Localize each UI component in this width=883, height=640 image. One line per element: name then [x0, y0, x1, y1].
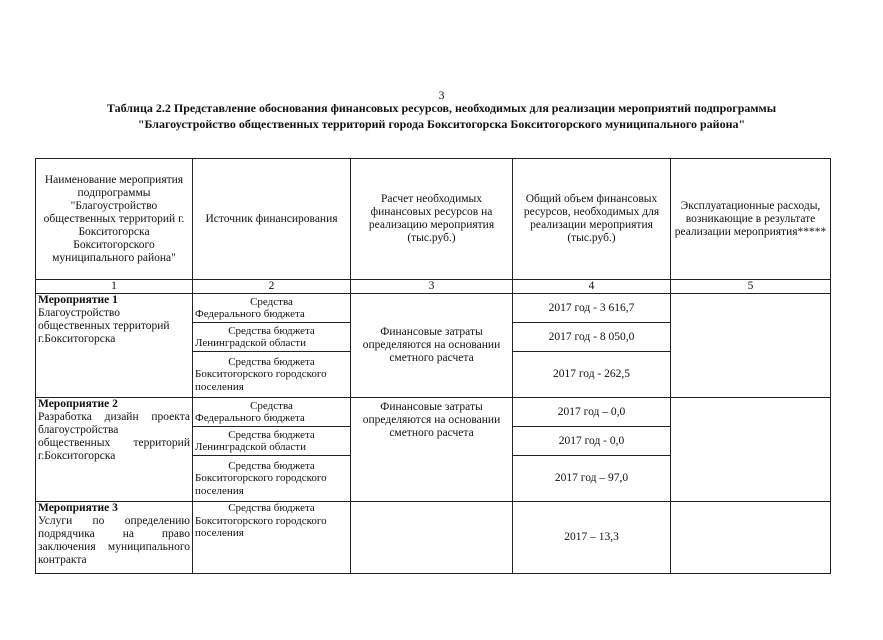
- table-row: [36, 294, 831, 323]
- activity3-cell: [36, 502, 193, 574]
- activity3-name: Услуги по определению подрядчика на право заключения муниципального контракта: [38, 515, 190, 566]
- source-label: Средства бюджета: [228, 459, 315, 472]
- source-label: Средства бюджета: [228, 324, 315, 337]
- header-activity-name: Наименование мероприятия подпрограммы "Благоустройство общественных территорий г. Бокситогорска Бокситогорского муниципального района": [36, 159, 193, 280]
- source-value: Ленинградской области: [195, 441, 306, 453]
- source-label: Средства бюджета: [228, 502, 315, 514]
- source-value: Ленинградской области: [195, 337, 306, 349]
- activity2-source-region: [193, 427, 351, 456]
- source-value: Бокситогорского городского поселения: [195, 472, 327, 497]
- activity3-volume-local: 2017 – 13,3: [513, 502, 671, 574]
- col-number-5: 5: [671, 280, 831, 294]
- activity3-operating: [671, 502, 831, 574]
- activity2-volume-local: 2017 год – 97,0: [513, 456, 671, 502]
- col-number-4: 4: [513, 280, 671, 294]
- header-calculation: Расчет необходимых финансовых ресурсов на реализацию мероприятия (тыс.руб.): [351, 159, 513, 280]
- source-value: Федерального бюджета: [195, 412, 305, 424]
- activity2-volume-region: 2017 год - 0,0: [513, 427, 671, 456]
- activity2-operating: [671, 398, 831, 502]
- activity2-source-local: [193, 456, 351, 502]
- header-funding-source: Источник финансирования: [193, 159, 351, 280]
- col-number-3: 3: [351, 280, 513, 294]
- source-label: Средства бюджета: [228, 355, 315, 368]
- header-total-volume: Общий объем финансовых ресурсов, необходимых для реализации мероприятия (тыс.руб.): [513, 159, 671, 280]
- table-title: [60, 100, 823, 132]
- source-label: Средства: [250, 399, 293, 412]
- source-value: Бокситогорского городского поселения: [195, 368, 327, 393]
- activity3-calc: [351, 502, 513, 574]
- page-number: 3: [438, 88, 445, 102]
- financial-resources-table: [35, 158, 831, 574]
- activity2-volume-federal: 2017 год – 0,0: [513, 398, 671, 427]
- activity1-source-local: [193, 352, 351, 398]
- activity1-volume-region: 2017 год - 8 050,0: [513, 323, 671, 352]
- activity1-operating: [671, 294, 831, 398]
- source-value: Федерального бюджета: [195, 308, 305, 320]
- activity1-volume-local: 2017 год - 262,5: [513, 352, 671, 398]
- header-row: [36, 159, 831, 280]
- activity2-calc: Финансовые затраты определяются на основании сметного расчета: [351, 398, 513, 502]
- activity2-title: Мероприятие 2: [38, 398, 118, 410]
- table-row: [36, 502, 831, 574]
- activity1-title: Мероприятие 1: [38, 294, 118, 306]
- activity1-calc: Финансовые затраты определяются на основании сметного расчета: [351, 294, 513, 398]
- col-number-1: 1: [36, 280, 193, 294]
- activity1-source-region: [193, 323, 351, 352]
- table-title-line1: Таблица 2.2 Представление обоснования финансовых ресурсов, необходимых для реализации мероприятий подпрограммы: [106, 101, 777, 115]
- source-label: Средства бюджета: [228, 428, 315, 441]
- table-title-line2: "Благоустройство общественных территорий города Бокситогорска Бокситогорского муниципального района": [137, 117, 746, 131]
- activity2-name: Разработка дизайн проекта благоустройства общественных территорий г.Бокситогорска: [38, 411, 190, 462]
- table-row: [36, 398, 831, 427]
- activity1-name: Благоустройство общественных территорий г.Бокситогорска: [38, 307, 170, 345]
- activity1-cell: [36, 294, 193, 398]
- source-value: Бокситогорского городского поселения: [195, 514, 327, 539]
- activity1-source-federal: [193, 294, 351, 323]
- activity2-source-federal: [193, 398, 351, 427]
- column-numbers-row: [36, 280, 831, 294]
- col-number-2: 2: [193, 280, 351, 294]
- activity3-title: Мероприятие 3: [38, 502, 118, 514]
- activity2-cell: [36, 398, 193, 502]
- activity3-source-local: [193, 502, 351, 574]
- source-label: Средства: [250, 295, 293, 308]
- header-operating-costs: Эксплуатационные расходы, возникающие в результате реализации мероприятия*****: [671, 159, 831, 280]
- activity1-volume-federal: 2017 год - 3 616,7: [513, 294, 671, 323]
